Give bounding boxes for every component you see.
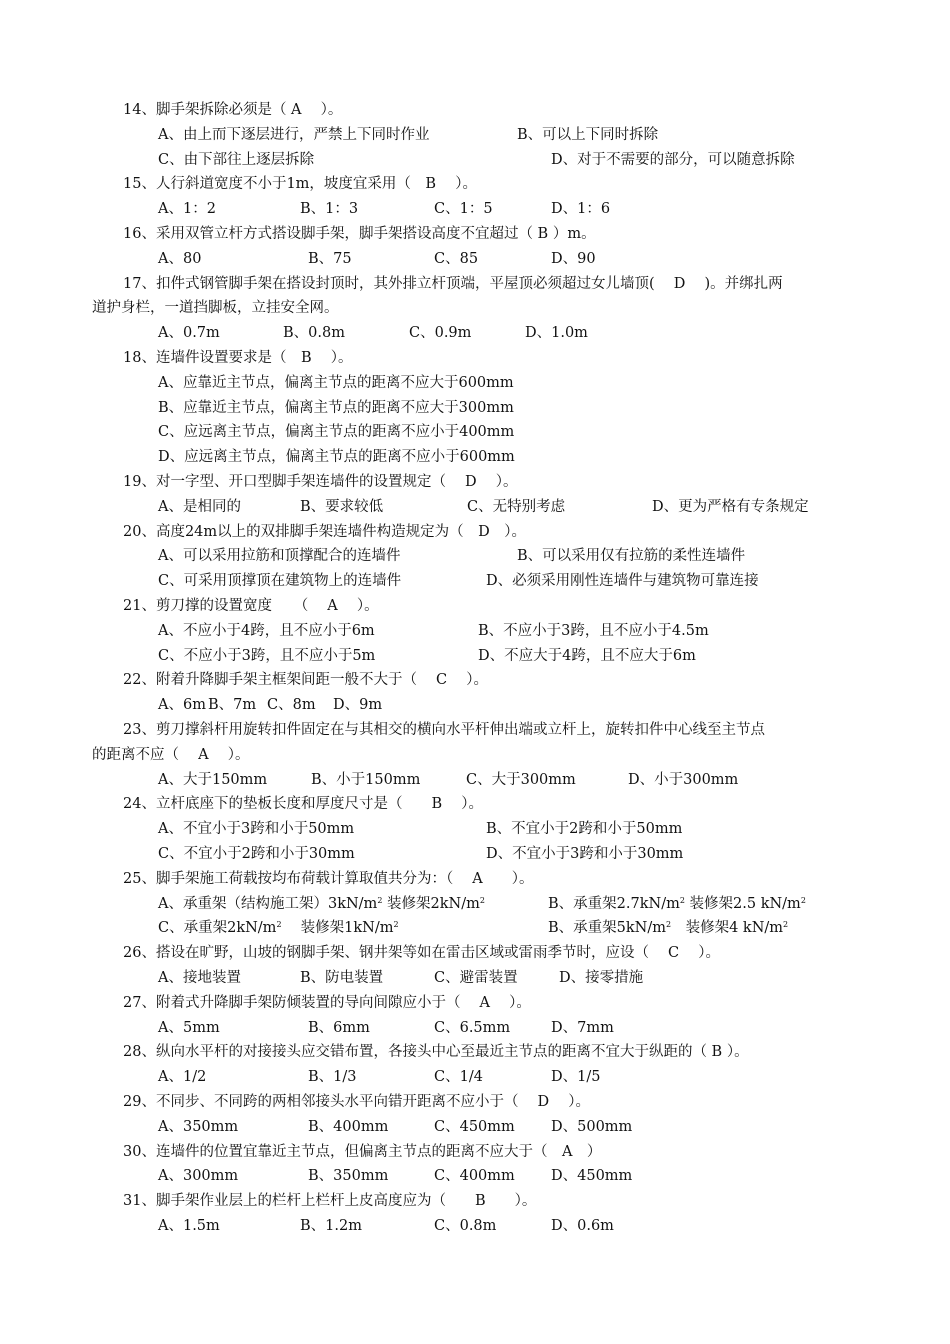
option-row bbox=[0, 495, 950, 519]
answer-option: A、可以采用拉筋和顶撑配合的连墙件 bbox=[158, 548, 401, 565]
answer-option: C、8m bbox=[267, 697, 316, 714]
answer-option: C、0.9m bbox=[409, 325, 472, 342]
option-row bbox=[0, 396, 950, 420]
option-row bbox=[0, 817, 950, 841]
answer-option: D、不宜小于3跨和小于30mm bbox=[486, 846, 684, 862]
answer-option: B、6mm bbox=[308, 1019, 370, 1036]
option-row bbox=[0, 768, 950, 792]
answer-option: A、应靠近主节点，偏离主节点的距离不应大于600mm bbox=[158, 374, 514, 391]
answer-option: B、1/3 bbox=[308, 1069, 357, 1086]
answer-option: D、必须采用刚性连墙件与建筑物可靠连接 bbox=[486, 573, 759, 590]
option-row bbox=[0, 569, 950, 593]
question-stem: 23、剪刀撑斜杆用旋转扣件固定在与其相交的横向水平杆伸出端或立杆上，旋转扣件中心线至主节点 bbox=[123, 722, 765, 738]
question-stem: 18、连墙件设置要求是（ B ）。 bbox=[123, 350, 353, 366]
option-row bbox=[0, 842, 950, 866]
answer-option: C、1/4 bbox=[434, 1069, 483, 1086]
answer-option: B、1.2m bbox=[300, 1218, 362, 1234]
answer-option: B、承重架$2.7kN/m^2$ 装修架2.5 $kN/m^2$ bbox=[548, 895, 806, 912]
answer-option: C、承重架$2kN/m^2$ 装修架$1kN/m^2$ bbox=[158, 920, 399, 937]
answer-option: A、1/2 bbox=[158, 1069, 207, 1086]
question-stem: 24、立杆底座下的垫板长度和厚度尺寸是（ B ）。 bbox=[123, 796, 483, 813]
question-stem: 25、脚手架施工荷载按均布荷载计算取值共分为：（ A ）。 bbox=[123, 870, 534, 887]
option-row bbox=[0, 371, 950, 395]
answer-option: D、不应大于4跨，且不应大于6m bbox=[478, 647, 696, 664]
option-row bbox=[0, 1016, 950, 1040]
option-row bbox=[0, 1115, 950, 1139]
answer-option: D、对于不需要的部分，可以随意拆除 bbox=[551, 151, 795, 168]
answer-option: B、承重架$5kN/m^2$ 装修架4 $kN/m^2$ bbox=[548, 920, 789, 937]
answer-option: B、可以上下同时拆除 bbox=[517, 126, 659, 143]
answer-option: D、500mm bbox=[551, 1118, 633, 1135]
answer-option: A、5mm bbox=[158, 1019, 220, 1036]
option-row bbox=[0, 892, 950, 916]
answer-option: A、是相同的 bbox=[158, 498, 241, 515]
answer-option: A、大于150mm bbox=[158, 771, 268, 788]
question-stem: 19、对一字型、开口型脚手架连墙件的设置规定（ D ）。 bbox=[123, 474, 518, 490]
option-row bbox=[0, 197, 950, 221]
question-stem: 26、搭设在旷野，山坡的钢脚手架、钢井架等如在雷击区域或雷雨季节时，应设（ C ）。 bbox=[123, 945, 721, 962]
option-row bbox=[0, 1164, 950, 1188]
answer-option: B、不宜小于2跨和小于50mm bbox=[486, 821, 683, 838]
answer-option: A、6m bbox=[158, 697, 206, 714]
answer-option: A、0.7m bbox=[158, 325, 220, 342]
option-row bbox=[0, 321, 950, 345]
answer-option: C、大于300mm bbox=[466, 771, 576, 788]
answer-option: C、0.8m bbox=[434, 1218, 497, 1234]
answer-option: C、避雷装置 bbox=[434, 970, 518, 986]
question-stem: 30、连墙件的位置宜靠近主节点，但偏离主节点的距离不应大于（ A ） bbox=[123, 1143, 602, 1160]
answer-option: C、85 bbox=[434, 250, 479, 267]
answer-option: B、1：3 bbox=[300, 201, 359, 218]
answer-option: C、由下部往上逐层拆除 bbox=[158, 151, 315, 168]
question-stem: 17、扣件式钢管脚手架在搭设封顶时，其外排立杆顶端，平屋顶必须超过女儿墙顶( D )。并绑扎两 bbox=[123, 275, 783, 292]
answer-option: B、7m bbox=[208, 697, 257, 714]
question-stem: 22、附着升降脚手架主框架间距一般不大于（ C ）。 bbox=[123, 672, 489, 689]
answer-option: B、0.8m bbox=[283, 325, 345, 342]
answer-option: A、80 bbox=[158, 250, 202, 267]
answer-option: C、1：5 bbox=[434, 201, 493, 218]
answer-option: D、小于300mm bbox=[628, 771, 739, 788]
question-stem: 20、高度24m以上的双排脚手架连墙件构造规定为（ D ）。 bbox=[123, 523, 527, 540]
question-stem: 27、附着式升降脚手架防倾装置的导向间隙应小于（ A ）。 bbox=[123, 994, 531, 1011]
answer-option: A、300mm bbox=[158, 1168, 239, 1185]
answer-option: A、1：2 bbox=[158, 201, 216, 218]
answer-option: B、400mm bbox=[308, 1118, 389, 1135]
answer-option: A、350mm bbox=[158, 1118, 239, 1135]
option-row bbox=[0, 1214, 950, 1238]
answer-option: A、不宜小于3跨和小于50mm bbox=[158, 821, 355, 838]
question-stem: 14、脚手架拆除必须是（ A ）。 bbox=[123, 102, 343, 118]
option-row bbox=[0, 544, 950, 568]
answer-option: C、400mm bbox=[434, 1168, 515, 1185]
answer-option: C、应远离主节点，偏离主节点的距离不应小于400mm bbox=[158, 424, 515, 441]
answer-option: D、0.6m bbox=[551, 1218, 614, 1234]
answer-option: A、1.5m bbox=[158, 1218, 220, 1234]
answer-option: C、450mm bbox=[434, 1118, 515, 1135]
answer-option: B、小于150mm bbox=[311, 771, 421, 788]
answer-option: D、90 bbox=[551, 250, 596, 267]
answer-option: A、接地装置 bbox=[158, 970, 241, 986]
answer-option: B、可以采用仅有拉筋的柔性连墙件 bbox=[517, 548, 746, 565]
question-stem: 31、脚手架作业层上的栏杆上栏杆上皮高度应为（ B ）。 bbox=[123, 1193, 537, 1210]
answer-option: D、1：6 bbox=[551, 201, 611, 218]
option-row bbox=[0, 693, 950, 717]
option-row bbox=[0, 916, 950, 940]
option-row bbox=[0, 619, 950, 643]
answer-option: B、75 bbox=[308, 250, 352, 267]
option-row bbox=[0, 1065, 950, 1089]
option-row bbox=[0, 445, 950, 469]
answer-option: B、要求较低 bbox=[300, 498, 384, 515]
option-row bbox=[0, 148, 950, 172]
answer-option: D、1/5 bbox=[551, 1069, 601, 1086]
answer-option: D、接零措施 bbox=[559, 970, 644, 986]
answer-option: B、应靠近主节点，偏离主节点的距离不应大于300mm bbox=[158, 399, 514, 416]
question-stem: 21、剪刀撑的设置宽度 （ A ）。 bbox=[123, 598, 379, 614]
answer-option: B、不应小于3跨，且不应小于4.5m bbox=[478, 622, 709, 639]
question-stem: 15、人行斜道宽度不小于1m，坡度宜采用（ B ）。 bbox=[123, 176, 477, 193]
answer-option: B、防电装置 bbox=[300, 970, 384, 986]
answer-option: A、承重架（结构施工架）$3kN/m^2$ 装修架$2kN/m^2$ bbox=[158, 895, 485, 912]
answer-option: A、由上而下逐层进行，严禁上下同时作业 bbox=[158, 126, 430, 143]
answer-option: D、450mm bbox=[551, 1168, 633, 1185]
answer-option: C、不应小于3跨，且不应小于5m bbox=[158, 647, 376, 664]
question-stem: 28、纵向水平杆的对接接头应交错布置，各接头中心至最近主节点的距离不宜大于纵距的（ B ）。 bbox=[123, 1044, 749, 1061]
answer-option: C、无特别考虑 bbox=[467, 498, 566, 515]
option-row bbox=[0, 644, 950, 668]
question-stem-continuation: 的距离不应（ A ）。 bbox=[92, 746, 250, 763]
answer-option: D、7mm bbox=[551, 1019, 614, 1036]
option-row bbox=[0, 123, 950, 147]
answer-option: C、可采用顶撑顶在建筑物上的连墙件 bbox=[158, 573, 402, 590]
answer-option: C、不宜小于2跨和小于30mm bbox=[158, 846, 355, 862]
answer-option: A、不应小于4跨，且不应小于6m bbox=[158, 622, 375, 639]
answer-option: D、应远离主节点，偏离主节点的距离不应小于600mm bbox=[158, 449, 515, 466]
option-row bbox=[0, 966, 950, 990]
option-row bbox=[0, 247, 950, 271]
answer-option: D、1.0m bbox=[525, 325, 588, 342]
answer-option: D、9m bbox=[333, 697, 383, 714]
answer-option: B、350mm bbox=[308, 1168, 389, 1185]
question-stem: 29、不同步、不同跨的两相邻接头水平向错开距离不应小于（ D ）。 bbox=[123, 1094, 591, 1110]
answer-option: C、6.5mm bbox=[434, 1019, 511, 1036]
question-stem: 16、采用双管立杆方式搭设脚手架，脚手架搭设高度不宜超过（ B ）m。 bbox=[123, 226, 596, 242]
answer-option: D、更为严格有专条规定 bbox=[652, 498, 809, 515]
option-row bbox=[0, 420, 950, 444]
question-stem-continuation: 道护身栏，一道挡脚板，立挂安全网。 bbox=[92, 300, 339, 317]
